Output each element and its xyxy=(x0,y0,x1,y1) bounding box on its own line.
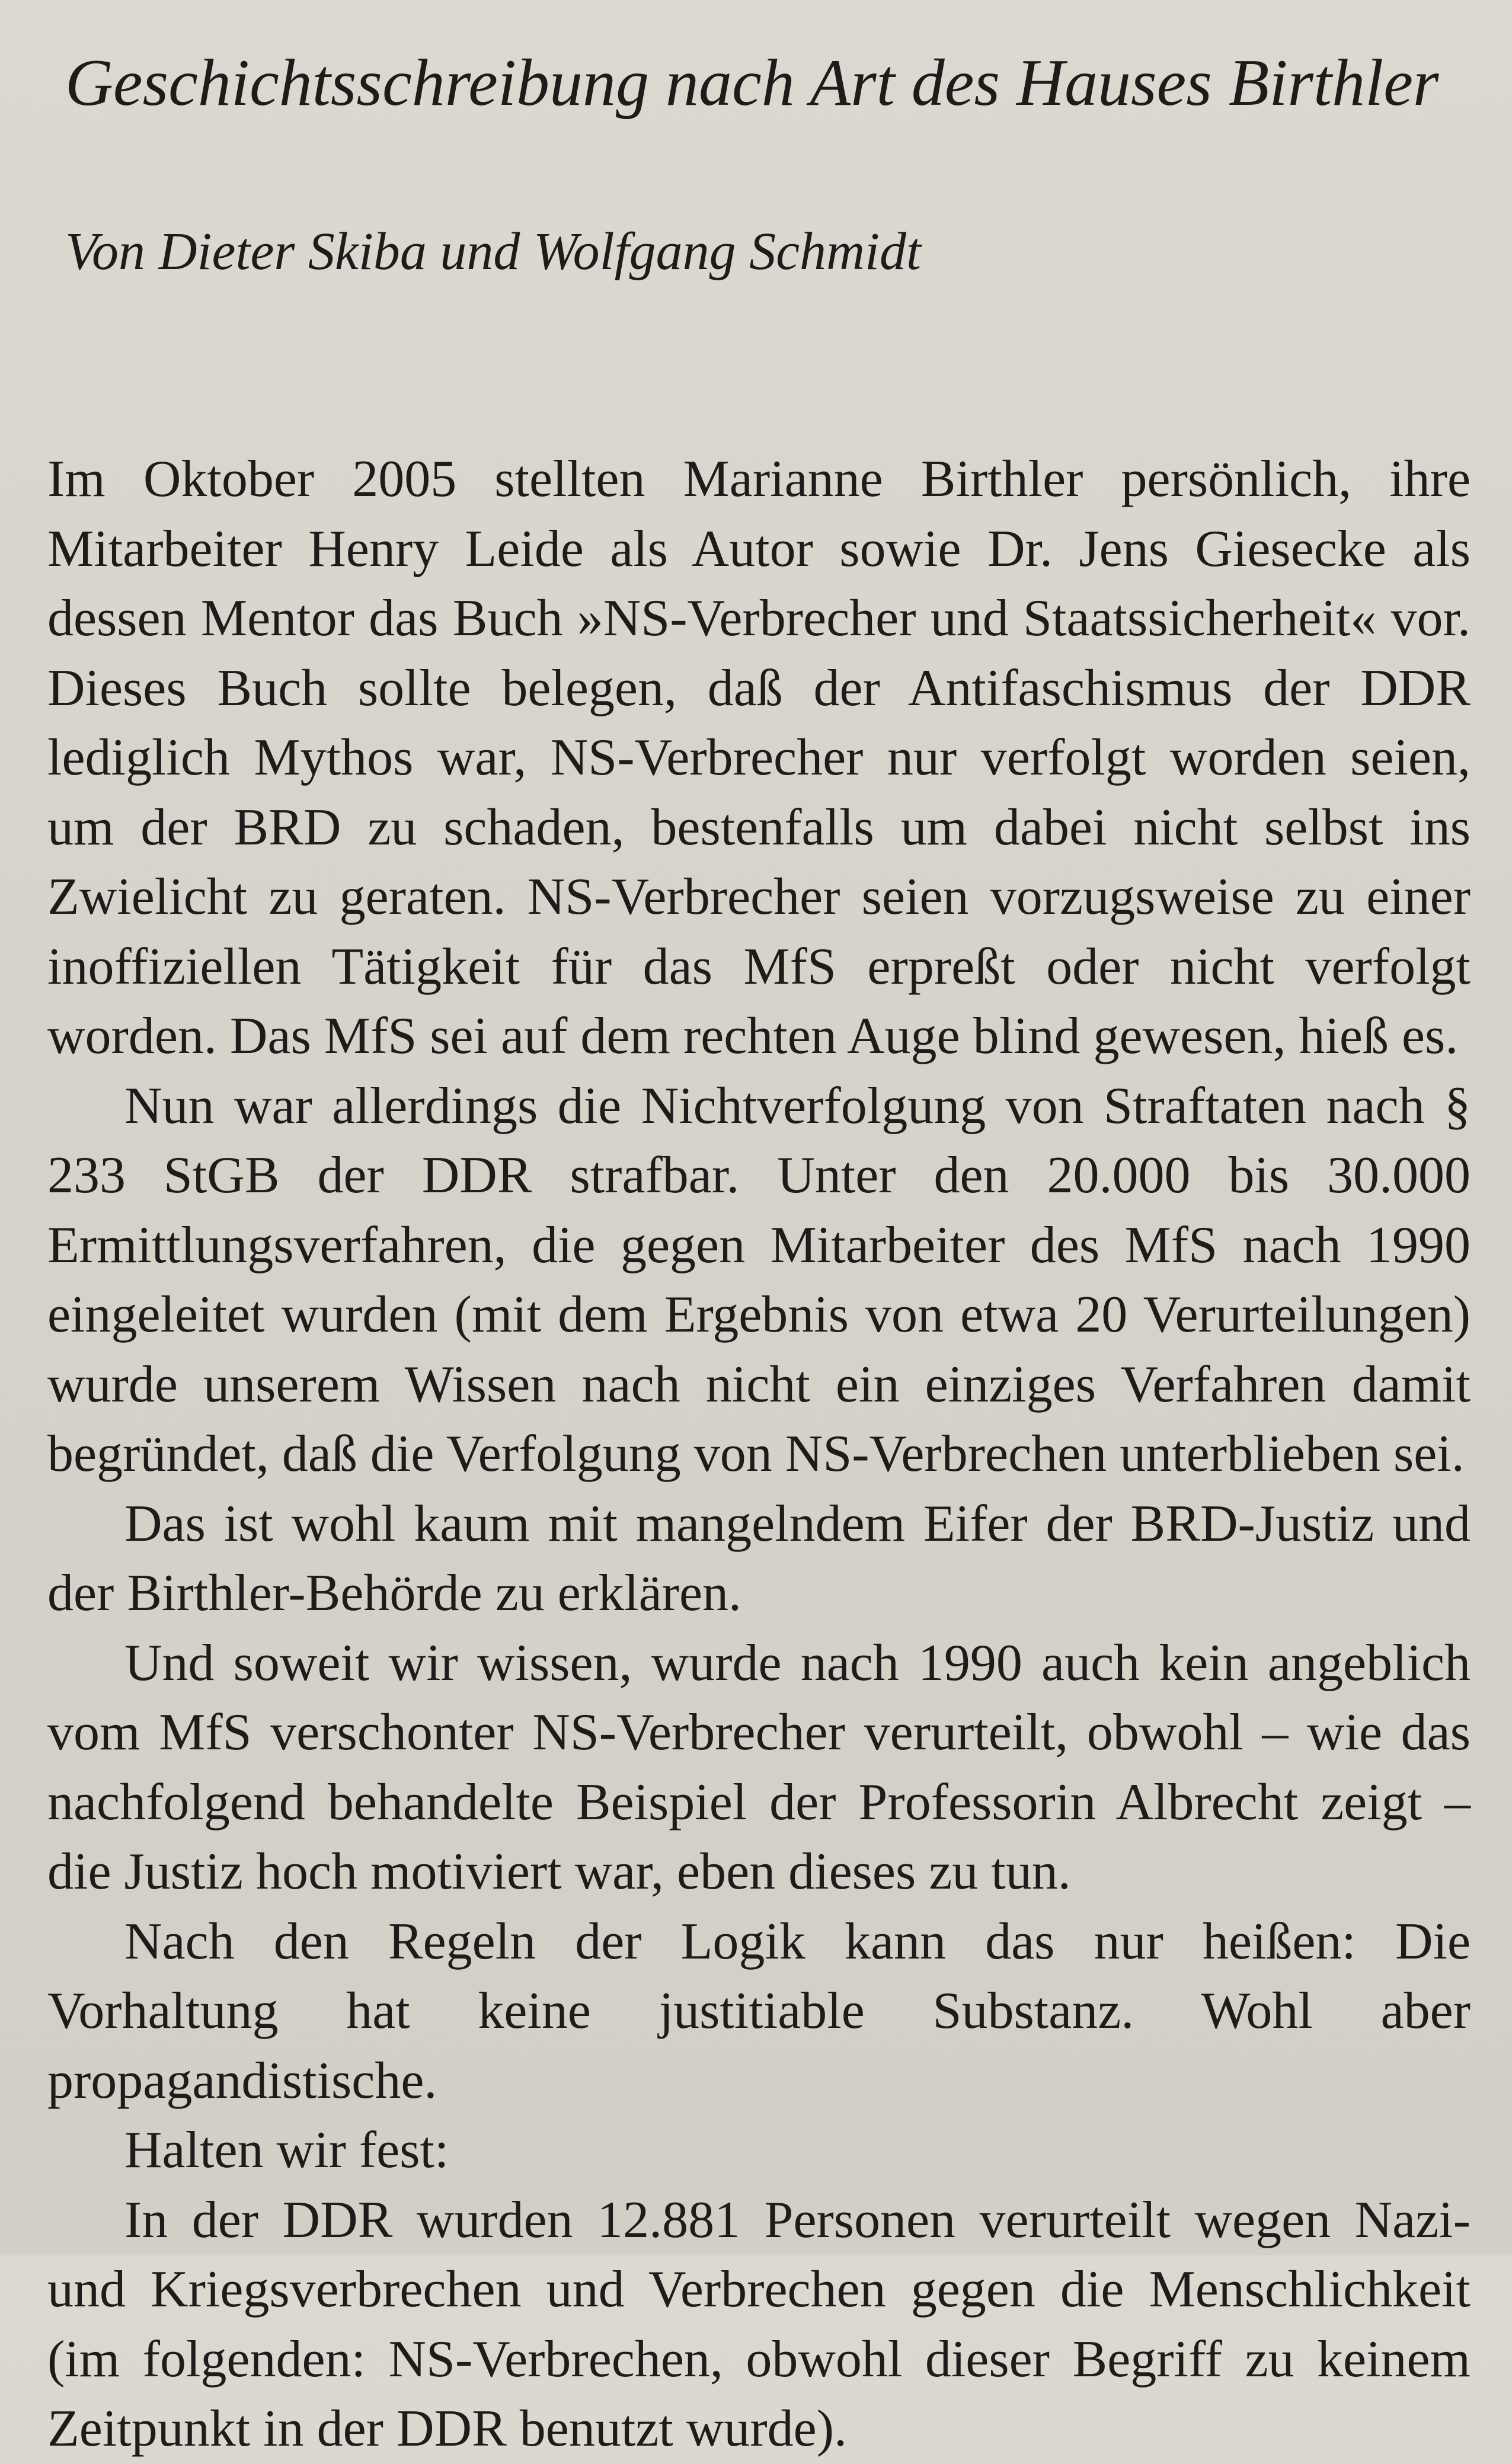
paragraph: Halten wir fest: xyxy=(124,2121,449,2179)
article-byline: Von Dieter Skiba und Wolfgang Schmidt xyxy=(65,222,922,281)
paragraph: Und soweit wir wissen, wurde nach 1990 auch kein angeblich vom MfS verschonter NS-Verbrecher verurteilt, obwohl – wie das nachfolgend behandelte Beispiel der Professorin Albrecht zeigt – die Justiz hoch motiviert war, eben dieses zu tun. xyxy=(47,1634,1471,1900)
article-title: Geschichtsschreibung nach Art des Hauses Birthler xyxy=(65,46,1439,120)
article-body xyxy=(36,444,1476,2464)
paragraph: Nach den Regeln der Logik kann das nur heißen: Die Vorhaltung hat keine justitiable Substanz. Wohl aber propagandistische. xyxy=(47,1912,1471,2110)
paragraph: Im Oktober 2005 stellten Marianne Birthler persönlich, ihre Mitarbeiter Henry Leide als Autor sowie Dr. Jens Giesecke als dessen Mentor das Buch »NS-Verbrecher und Staatssicherheit« vor. Dieses Buch sollte belegen, daß der Antifaschismus der DDR lediglich Mythos war, NS-Verbrecher nur verfolgt worden seien, um der BRD zu schaden, bestenfalls um dabei nicht selbst ins Zwielicht zu geraten. NS-Verbrecher seien vorzugsweise zu einer inoffiziellen Tätigkeit für das MfS erpreßt oder nicht verfolgt worden. Das MfS sei auf dem rechten Auge blind gewesen, hieß es. xyxy=(47,450,1471,1065)
paragraph: Nun war allerdings die Nichtverfolgung von Straftaten nach § 233 StGB der DDR strafbar. Unter den 20.000 bis 30.000 Ermittlungsverfahren, die gegen Mitarbeiter des MfS nach 1990 eingeleitet wurden (mit dem Ergebnis von etwa 20 Verurteilungen) wurde unserem Wissen nach nicht ein einziges Verfahren damit begründet, daß die Verfolgung von NS-Verbrechen unterblieben sei. xyxy=(47,1077,1471,1483)
paragraph: In der DDR wurden 12.881 Personen verurteilt wegen Nazi- und Kriegsverbrechen und Verbrechen gegen die Menschlichkeit (im folgenden: NS-Verbrechen, obwohl dieser Begriff zu keinem Zeitpunkt in der DDR benutzt wurde). xyxy=(47,2191,1471,2457)
paragraph: Das ist wohl kaum mit mangelndem Eifer der BRD-Justiz und der Birthler-Behörde zu erklären. xyxy=(47,1495,1471,1622)
